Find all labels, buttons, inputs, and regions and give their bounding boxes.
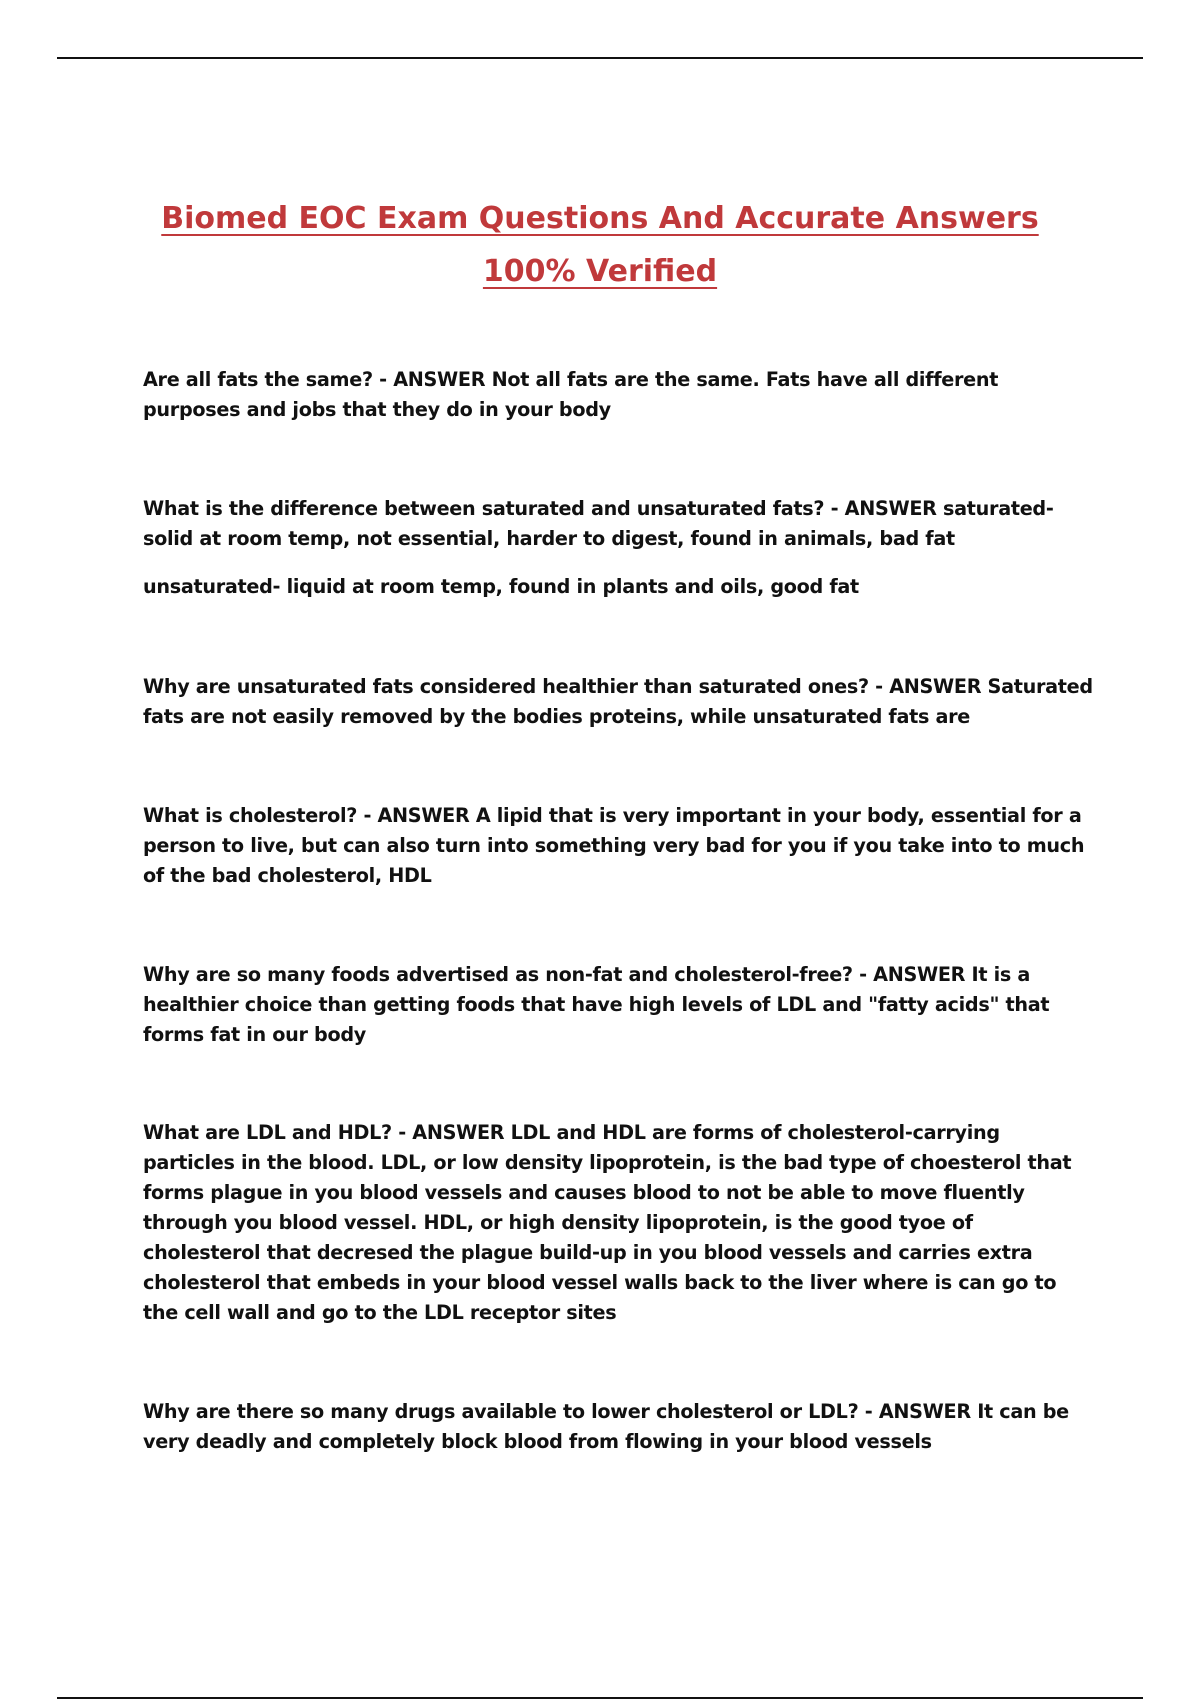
- qa-text: Why are so many foods advertised as non-fat and cholesterol-free? - ANSWER It is a healthier choice than getting foods that have high levels of LDL and "fatty acids" that forms fat in our body: [143, 963, 1050, 1046]
- qa-item-ldl-hdl: [143, 1118, 1093, 1328]
- top-rule: [57, 57, 1143, 59]
- title-line-1: Biomed EOC Exam Questions And Accurate Answers: [161, 201, 1039, 236]
- document-title: [100, 192, 1100, 298]
- bottom-rule: [57, 1697, 1143, 1699]
- qa-text: Why are there so many drugs available to lower cholesterol or LDL? - ANSWER It can be very deadly and completely block blood from flowing in your blood vessels: [143, 1400, 1069, 1453]
- qa-item-cholesterol-drugs: [143, 1397, 1093, 1457]
- qa-text: Are all fats the same? - ANSWER Not all fats are the same. Fats have all different purposes and jobs that they do in your body: [143, 368, 999, 421]
- qa-text: What is the difference between saturated and unsaturated fats? - ANSWER saturated- solid at room temp, not essential, harder to digest, found in animals, bad fat: [143, 497, 1054, 550]
- qa-text: What are LDL and HDL? - ANSWER LDL and HDL are forms of cholesterol-carrying particles in the blood. LDL, or low density lipoprotein, is the bad type of choesterol that forms plague in you blood vessels and causes blood to not be able to move fluently through you blood vessel. HDL, or high density lipoprotein, is the good tyoe of cholesterol that decresed the plague build-up in you blood vessels and carries extra cholesterol that embeds in your blood vessel walls back to the liver where is can go to the cell wall and go to the LDL receptor sites: [143, 1121, 1072, 1324]
- qa-item-unsaturated-healthier: [143, 672, 1093, 732]
- qa-text: Why are unsaturated fats considered healthier than saturated ones? - ANSWER Saturated fats are not easily removed by the bodies proteins, while unsaturated fats are: [143, 675, 1093, 728]
- qa-text-continued: unsaturated- liquid at room temp, found in plants and oils, good fat: [143, 575, 859, 598]
- qa-item-saturated-vs-unsaturated: [143, 494, 1093, 602]
- qa-text: What is cholesterol? - ANSWER A lipid that is very important in your body, essential for a person to live, but can also turn into something very bad for you if you take into to much of the bad cholesterol, HDL: [143, 804, 1085, 887]
- title-line-2: 100% Verified: [482, 254, 718, 289]
- qa-item-cholesterol: [143, 801, 1093, 891]
- qa-item-fats-same: [143, 365, 1093, 425]
- qa-item-non-fat-foods: [143, 960, 1093, 1050]
